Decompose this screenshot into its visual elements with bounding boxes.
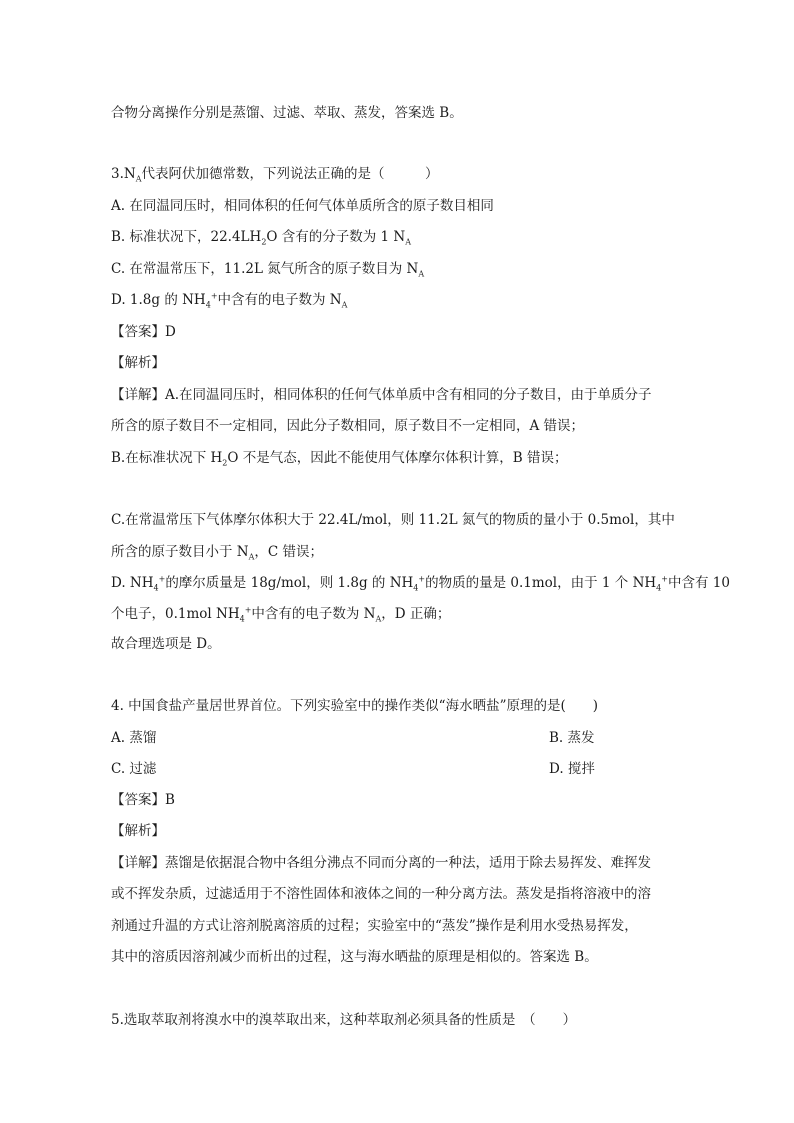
q3-detail-line-5: 所含的原子数目小于 $N_A$，C 错误；	[111, 544, 324, 562]
q3-detail-line-3: B.在标准状况下 $H_2O$ 不是气态，因此不能使用气体摩尔体积计算，B 错误；	[111, 450, 568, 468]
q4-analysis-label: 【解析】	[111, 823, 165, 839]
q3-option-d: D. 1.8g 的 $NH_4^+$中含有的电子数为 $N_A$	[111, 291, 348, 310]
q3-detail-line-2: 所含的原子数目不一定相同，因此分子数相同，原子数目不一定相同，A 错误；	[111, 418, 585, 434]
q4-detail-line-2: 或不挥发杂质，过滤适用于不溶性固体和液体之间的一种分离方法。蒸发是指将溶液中的溶	[111, 886, 651, 902]
q3-detail-line-1: 【详解】A.在同温同压时，相同体积的任何气体单质中含有相同的分子数目，由于单质分子	[111, 387, 652, 403]
q3-option-b: B. 标准状况下，$22.4LH_2O$ 含有的分子数为 1 $N_A$	[111, 229, 412, 247]
q4-options-row-2	[111, 760, 595, 778]
q3-detail-line-7: 个电子，0.1mol $NH_4^+$中含有的电子数为 $N_A$，D 正确；	[111, 605, 451, 624]
q4-detail-line-4: 其中的溶质因溶剂减少而析出的过程，这与海水晒盐的原理是相似的。答案选 B。	[111, 949, 598, 965]
q3-detail-line-4: C.在常温常压下气体摩尔体积大于 22.4L/mol，则 11.2L 氮气的物质的量小于 0.5mol，其中	[111, 512, 675, 528]
q4-option-b: B. 蒸发	[549, 730, 595, 746]
q3-detail-line-6: D. $NH_4^+$的摩尔质量是 18g/mol，则 1.8g 的 $NH_4^+$的物质的量是 0.1mol，由于 1 个 $NH_4^+$中含有 10	[111, 574, 730, 593]
q4-options-row-1	[111, 729, 595, 747]
q5-stem: 5.选取萃取剂将溴水中的溴萃取出来，这种萃取剂必须具备的性质是 （ ）	[111, 1012, 577, 1028]
q3-stem: $3.N_A$代表阿伏加德常数，下列说法正确的是（ ）	[111, 166, 439, 184]
q4-option-d: D. 搅拌	[549, 761, 595, 777]
q4-option-c: C. 过滤	[111, 761, 157, 777]
q3-detail-line-8: 故合理选项是 D。	[111, 636, 221, 652]
q4-answer: 【答案】B	[111, 792, 175, 808]
prev-answer-line: 合物分离操作分别是蒸馏、过滤、萃取、蒸发，答案选 B。	[111, 105, 463, 121]
q4-detail-line-3: 剂通过升温的方式让溶剂脱离溶质的过程；实验室中的“蒸发”操作是利用水受热易挥发，	[111, 918, 638, 934]
q3-option-c: C. 在常温常压下，11.2L 氮气所含的原子数目为 $N_A$	[111, 261, 425, 279]
q3-option-a: A. 在同温同压时，相同体积的任何气体单质所含的原子数目相同	[111, 198, 494, 214]
q4-detail-line-1: 【详解】蒸馏是依据混合物中各组分沸点不同而分离的一种法，适用于除去易挥发、难挥发	[111, 855, 651, 871]
q3-answer: 【答案】D	[111, 324, 176, 340]
q4-stem: 4. 中国食盐产量居世界首位。下列实验室中的操作类似“海水晒盐”原理的是( )	[111, 698, 599, 714]
q3-analysis-label: 【解析】	[111, 355, 165, 371]
q4-option-a: A. 蒸馏	[111, 730, 157, 746]
